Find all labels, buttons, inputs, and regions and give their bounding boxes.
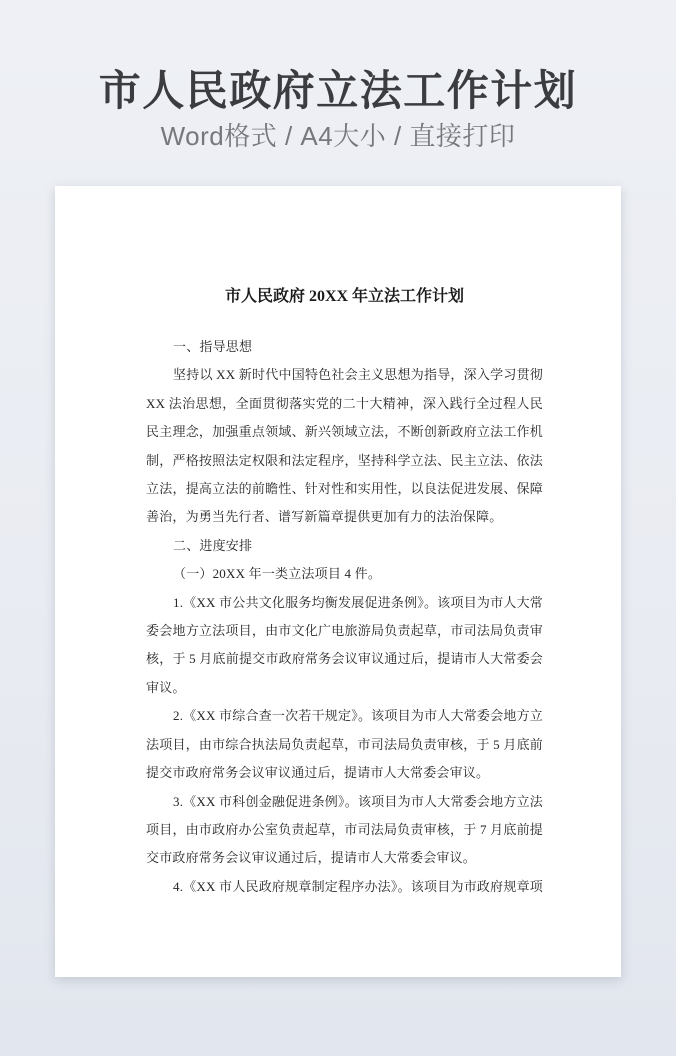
paragraph: [146, 873, 543, 901]
text-line: 法项目，由市综合执法局负责起草，市司法局负责审核，于 5 月底前: [146, 736, 543, 752]
text-line: 善治，为勇当先行者、谱写新篇章提供更加有力的法治保障。: [146, 509, 503, 525]
banner-title: 市人民政府立法工作计划: [98, 67, 578, 114]
paragraph: [146, 788, 543, 873]
text-line: 3.《XX 市科创金融促进条例》。该项目为市人大常委会地方立法: [173, 793, 543, 809]
text-line: 民主理念，加强重点领域、新兴领域立法，不断创新政府立法工作机: [146, 424, 543, 440]
banner: [0, 0, 676, 152]
text-line: 提交市政府常务会议审议通过后，提请市人大常委会审议。: [146, 765, 490, 781]
text-line: 交市政府常务会议审议通过后，提请市人大常委会审议。: [146, 850, 477, 866]
text-line: （一）20XX 年一类立法项目 4 件。: [173, 566, 382, 582]
text-line: 委会地方立法项目，由市文化广电旅游局负责起草，市司法局负责审: [146, 623, 543, 639]
text-line: 一、指导思想: [173, 339, 253, 354]
text-line: 制，严格按照法定权限和法定程序，坚持科学立法、民主立法、依法: [146, 452, 543, 468]
paragraph: [146, 333, 543, 361]
paragraph: [146, 589, 543, 703]
text-line: 审议。: [146, 679, 186, 695]
paragraph: [146, 361, 543, 531]
document-page-preview: [55, 186, 621, 977]
text-line: 二、进度安排: [173, 537, 253, 553]
text-line: 4.《XX 市人民政府规章制定程序办法》。该项目为市政府规章项: [173, 878, 543, 894]
text-line: 项目，由市政府办公室负责起草，市司法局负责审核，于 7 月底前提: [146, 821, 543, 837]
text-line: XX 法治思想，全面贯彻落实党的二十大精神，深入践行全过程人民: [146, 395, 543, 411]
paragraph: [146, 532, 543, 560]
text-line: 坚持以 XX 新时代中国特色社会主义思想为指导，深入学习贯彻: [173, 367, 543, 383]
text-line: 2.《XX 市综合查一次若干规定》。该项目为市人大常委会地方立: [173, 708, 543, 724]
text-line: 1.《XX 市公共文化服务均衡发展促进条例》。该项目为市人大常: [173, 594, 543, 610]
document-title: 市人民政府 20XX 年立法工作计划: [224, 288, 465, 305]
document-body: [146, 333, 543, 901]
text-line: 立法，提高立法的前瞻性、针对性和实用性，以良法促进发展、保障: [146, 481, 543, 497]
banner-subtitle: Word格式 / A4大小 / 直接打印: [160, 121, 516, 151]
paragraph: [146, 702, 543, 787]
text-line: 核，于 5 月底前提交市政府常务会议审议通过后，提请市人大常委会: [146, 651, 543, 667]
paragraph: [146, 560, 543, 588]
